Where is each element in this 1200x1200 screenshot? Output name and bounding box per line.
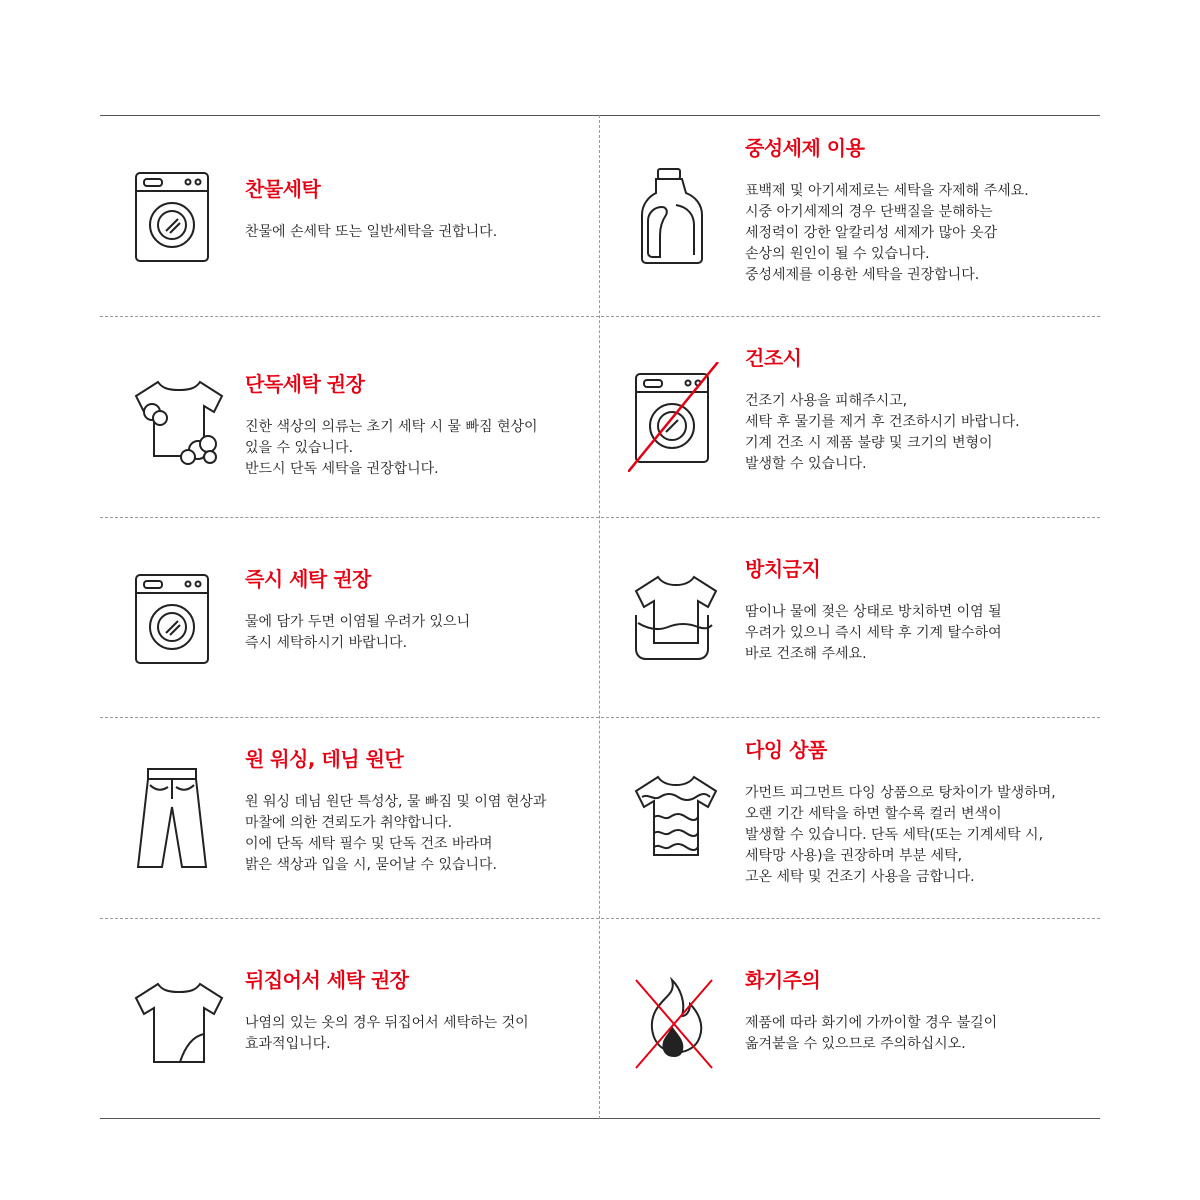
bottom-border <box>100 1118 1100 1119</box>
tshirt-bubbles-icon <box>128 362 224 472</box>
item-description: 물에 담가 두면 이염될 우려가 있으니 즉시 세탁하시기 바랍니다. <box>245 614 471 651</box>
care-item-separate-wash <box>100 316 600 516</box>
item-description: 찬물에 손세탁 또는 일반세탁을 권합니다. <box>245 224 498 240</box>
item-description: 제품에 따라 화기에 가까이할 경우 불길이 옮겨붙을 수 있으므로 주의하십시오. <box>745 1015 998 1052</box>
care-item-neutral-detergent <box>600 115 1100 315</box>
care-item-inside-out <box>100 918 600 1118</box>
item-description: 진한 색상의 의류는 초기 세탁 시 물 빠짐 현상이 있을 수 있습니다. 반드시 단독 세탁을 권장합니다. <box>245 419 538 477</box>
washing-machine-icon <box>128 161 224 271</box>
item-description: 원 워싱 데님 원단 특성상, 물 빠짐 및 이염 현상과 마찰에 의한 견뢰도가 취약합니다. 이에 단독 세탁 필수 및 단독 건조 바라며 밝은 색상과 입을 시, 묻어날 수 있습니다. <box>245 794 547 873</box>
no-dryer-icon <box>628 362 724 472</box>
detergent-bottle-icon <box>628 161 724 271</box>
tshirt-inside-out-icon <box>128 964 224 1074</box>
care-item-immediate-wash <box>100 517 600 717</box>
item-description: 가먼트 피그먼트 다잉 상품으로 탕차이가 발생하며, 오랜 기간 세탁을 하면 할수록 컬러 변색이 발생할 수 있습니다. 단독 세탁(또는 기계세탁 시, 세탁망 사용)을 권장하며 부분 세탁, 고온 세탁 및 건조기 사용을 금합니다. <box>745 785 1056 885</box>
care-item-dyed-product <box>600 717 1100 917</box>
item-title: 다잉 상품 <box>745 738 827 762</box>
item-title: 화기주의 <box>745 968 821 992</box>
item-description: 표백제 및 아기세제로는 세탁을 자제해 주세요. 시중 아기세제의 경우 단백질을 분해하는 세정력이 강한 알칼리성 세제가 많아 옷감 손상의 원인이 될 수 있습니다. 중성세제를 이용한 세탁을 권장합니다. <box>745 183 1029 283</box>
no-fire-icon <box>628 964 724 1074</box>
care-item-one-wash-denim <box>100 717 600 917</box>
item-title: 단독세탁 권장 <box>245 372 365 396</box>
item-title: 건조시 <box>745 346 802 370</box>
care-guide-grid <box>100 115 1100 1119</box>
jeans-icon <box>128 763 224 873</box>
item-title: 방치금지 <box>745 557 821 581</box>
item-description: 땀이나 물에 젖은 상태로 방치하면 이염 될 우려가 있으니 즉시 세탁 후 기계 탈수하여 바로 건조해 주세요. <box>745 604 1002 662</box>
tshirt-soaking-icon <box>628 563 724 673</box>
washing-machine-icon <box>128 563 224 673</box>
item-title: 찬물세탁 <box>245 177 321 201</box>
care-item-cold-wash <box>100 115 600 315</box>
dyed-tshirt-icon <box>628 763 724 873</box>
care-item-fire-caution <box>600 918 1100 1118</box>
item-title: 즉시 세탁 권장 <box>245 567 371 591</box>
item-title: 뒤집어서 세탁 권장 <box>245 968 409 992</box>
care-item-no-leaving <box>600 517 1100 717</box>
item-description: 나염의 있는 옷의 경우 뒤집어서 세탁하는 것이 효과적입니다. <box>245 1015 529 1052</box>
item-description: 건조기 사용을 피해주시고, 세탁 후 물기를 제거 후 건조하시기 바랍니다. 기계 건조 시 제품 불량 및 크기의 변형이 발생할 수 있습니다. <box>745 393 1020 472</box>
item-title: 원 워싱, 데님 원단 <box>245 747 404 771</box>
item-title: 중성세제 이용 <box>745 136 865 160</box>
care-item-drying <box>600 316 1100 516</box>
